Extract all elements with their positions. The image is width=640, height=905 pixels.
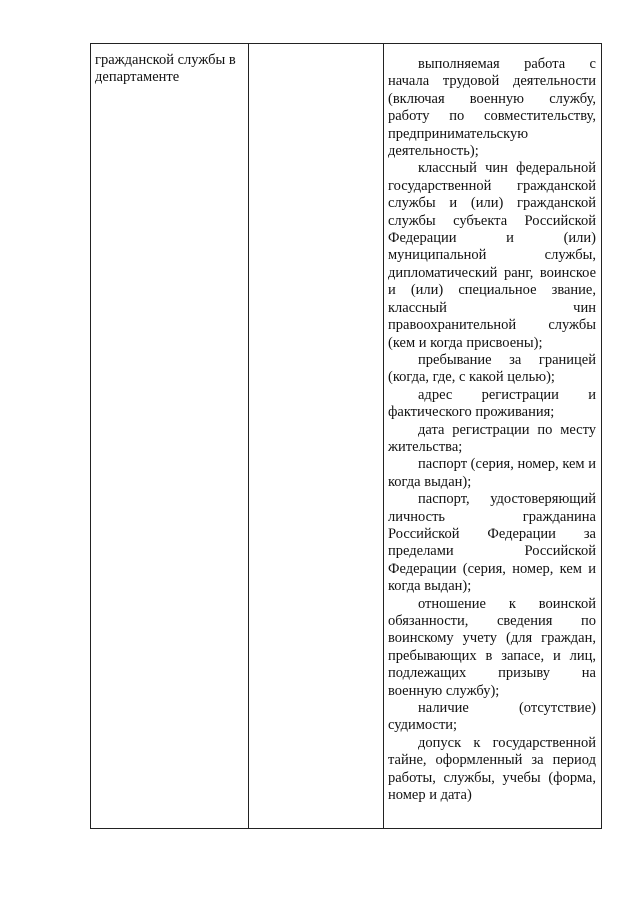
list-item: допуск к государственной тайне, оформленный за период работы, службы, учебы (форма, номер и дата) <box>388 734 596 804</box>
list-item: классный чин федеральной государственной гражданской службы и (или) гражданской службы субъекта Российской Федерации и (или) муниципальной службы, дипломатический ранг, воинское и (или) специальное звание, классный чин правоохранительной службы (кем и когда присвоены); <box>388 160 596 351</box>
list-item: выполняемая работа с начала трудовой деятельности (включая военную службу, работу по совместительству, предпринимательскую деятельность); <box>388 56 596 160</box>
list-item: дата регистрации по месту жительства; <box>388 421 596 455</box>
left-cell-text: гражданской службы в департаменте <box>95 52 236 86</box>
right-cell <box>388 56 596 804</box>
document-table <box>90 43 602 829</box>
column-divider-2 <box>383 44 384 828</box>
list-item: наличие (отсутствие) судимости; <box>388 700 596 734</box>
list-item: паспорт (серия, номер, кем и когда выдан); <box>388 456 596 490</box>
column-divider-1 <box>248 44 249 828</box>
list-item: адрес регистрации и фактического проживания; <box>388 386 596 421</box>
list-item: пребывание за границей (когда, где, с какой целью); <box>388 351 596 386</box>
list-item: отношение к воинской обязанности, сведения по воинскому учету (для граждан, пребывающих в запасе, и лиц, подлежащих призыву на военную службу); <box>388 595 596 699</box>
list-item: паспорт, удостоверяющий личность гражданина Российской Федерации за пределами Российской Федерации (серия, номер, кем и когда выдан); <box>388 491 596 595</box>
